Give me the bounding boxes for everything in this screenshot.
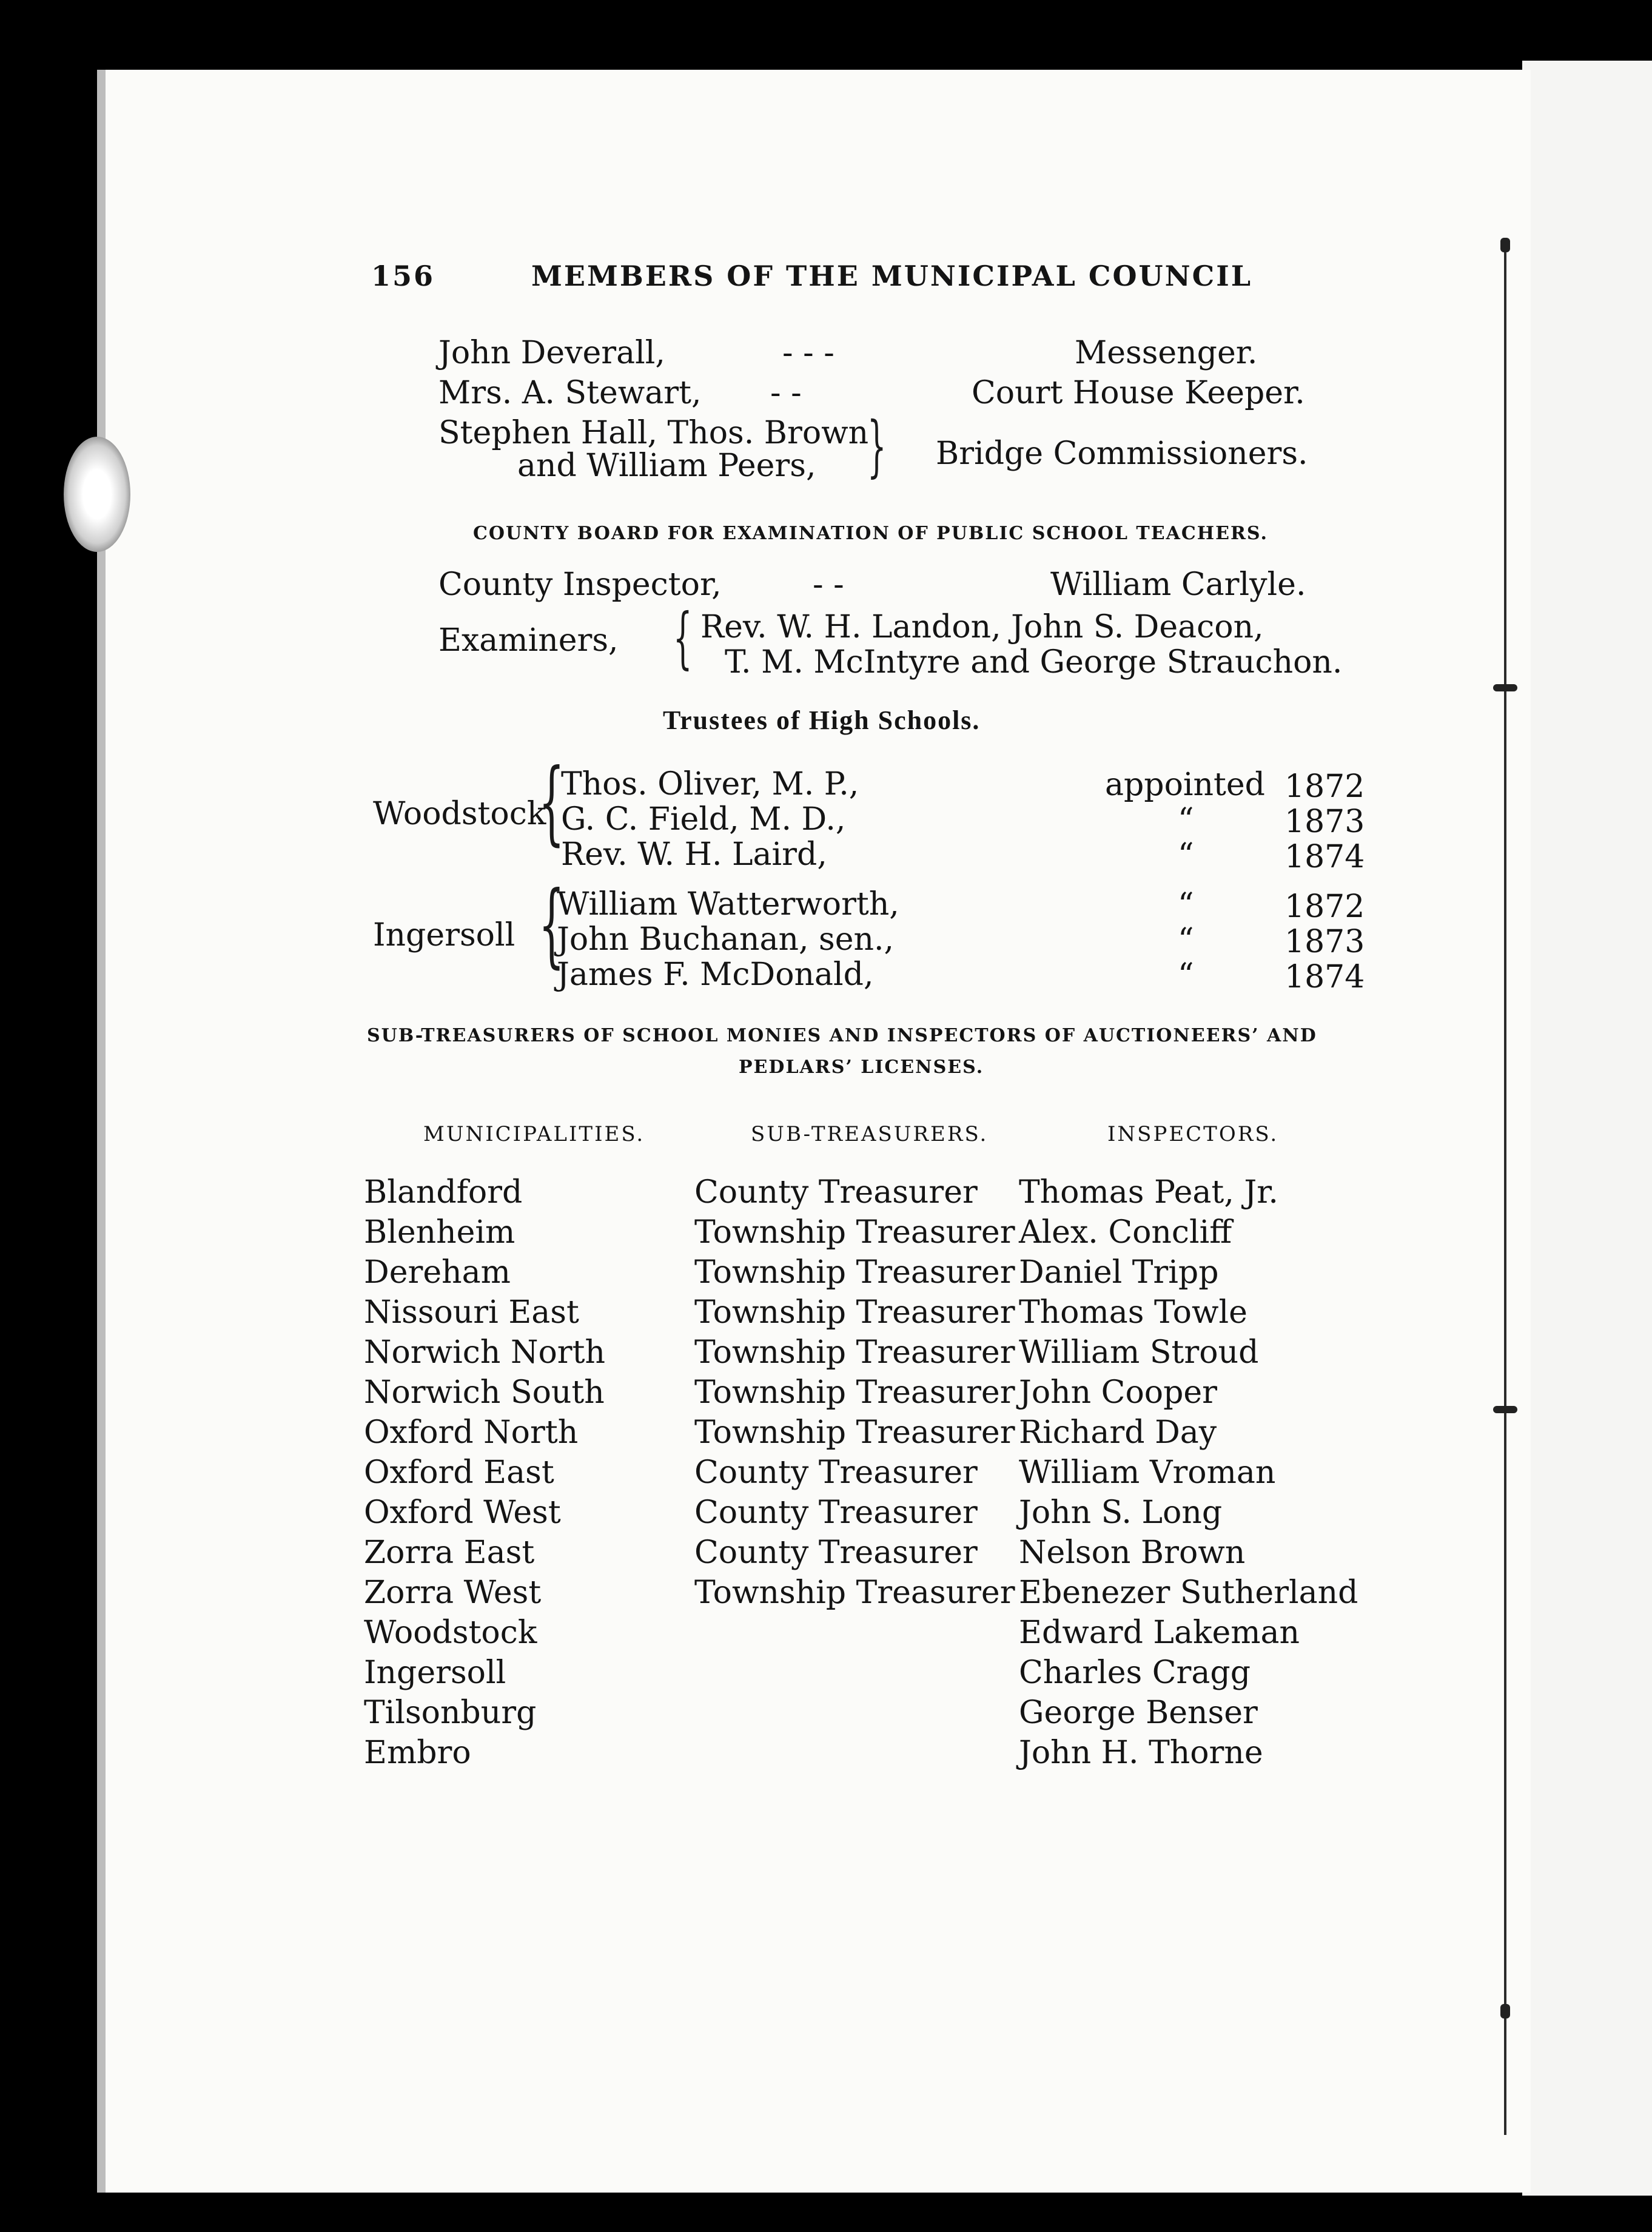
municipality-cell: Norwich South: [364, 1374, 605, 1411]
examiners-label: Examiners,: [438, 622, 619, 659]
section-heading: SUB-TREASURERS OF SCHOOL MONIES AND INSPECTORS OF AUCTIONEERS’ AND: [367, 1025, 1317, 1046]
municipality-cell: Embro: [364, 1735, 471, 1771]
trustee-name: Thos. Oliver, M. P.,: [561, 766, 859, 802]
inspector-cell: John Cooper: [1019, 1374, 1217, 1411]
table-row: [364, 1735, 1395, 1775]
table-row: [364, 1414, 1395, 1454]
table-row: [364, 1575, 1395, 1615]
treasurer-cell: Township Treasurer: [694, 1294, 1015, 1331]
trustees-heading: Trustees of High Schools.: [663, 705, 981, 735]
municipality-cell: Nissouri East: [364, 1294, 579, 1331]
inspector-cell: John H. Thorne: [1019, 1735, 1263, 1771]
inspector-name: William Carlyle.: [1050, 566, 1306, 603]
running-title: MEMBERS OF THE MUNICIPAL COUNCIL: [531, 260, 1253, 292]
inspector-cell: Nelson Brown: [1019, 1535, 1246, 1571]
table-row: [364, 1254, 1395, 1294]
inspector-cell: Ebenezer Sutherland: [1019, 1575, 1358, 1611]
treasurer-cell: Township Treasurer: [694, 1254, 1015, 1291]
trustee-names: [561, 767, 859, 872]
binding-mark: [1500, 238, 1510, 252]
appointment-years: [1284, 889, 1365, 995]
year: 1873: [1284, 924, 1365, 960]
trustee-name: Rev. W. H. Laird,: [561, 836, 827, 873]
treasurer-cell: County Treasurer: [694, 1174, 978, 1211]
table-row: [364, 1454, 1395, 1494]
inspector-cell: Richard Day: [1019, 1414, 1217, 1451]
municipality-cell: Blandford: [364, 1174, 523, 1211]
leader-dashes: - - -: [782, 335, 834, 371]
municipality-cell: Woodstock: [364, 1615, 537, 1651]
municipality-cell: Oxford North: [364, 1414, 579, 1451]
appointment-note: appointed: [1105, 767, 1265, 803]
inspector-cell: William Vroman: [1019, 1454, 1276, 1491]
trustee-name: William Watterworth,: [557, 886, 899, 923]
bridge-role: Bridge Commissioners.: [936, 435, 1308, 472]
inspector-cell: Thomas Towle: [1019, 1294, 1247, 1331]
appointment-years: [1284, 769, 1365, 875]
right-brace: }: [867, 407, 887, 485]
bridge-names-line1: Stephen Hall, Thos. Brown: [438, 415, 869, 451]
table-row: [364, 1374, 1395, 1414]
municipality-cell: Oxford East: [364, 1454, 554, 1491]
inspector-label: County Inspector,: [438, 566, 722, 603]
table-row: [364, 1535, 1395, 1575]
trustee-name: John Buchanan, sen.,: [557, 921, 895, 958]
binding-mark: [1493, 1406, 1517, 1413]
page-number: 156: [371, 260, 435, 292]
treasurer-cell: County Treasurer: [694, 1454, 978, 1491]
year: 1872: [1284, 768, 1365, 805]
inspector-cell: Thomas Peat, Jr.: [1019, 1174, 1278, 1211]
ditto-mark: “: [1178, 922, 1194, 958]
trustee-name: James F. McDonald,: [557, 956, 874, 993]
municipality-cell: Dereham: [364, 1254, 511, 1291]
treasurer-cell: Township Treasurer: [694, 1374, 1015, 1411]
inspector-cell: Charles Cragg: [1019, 1655, 1251, 1691]
gutter-rule: [1504, 243, 1506, 2135]
municipality-cell: Blenheim: [364, 1214, 515, 1251]
leader-dashes: - -: [813, 566, 844, 603]
bridge-names-line2: and William Peers,: [517, 448, 816, 484]
year: 1873: [1284, 804, 1365, 840]
table-row: [364, 1655, 1395, 1695]
inspector-cell: William Stroud: [1019, 1334, 1259, 1371]
treasurer-cell: Township Treasurer: [694, 1214, 1015, 1251]
column-header-inspectors: INSPECTORS.: [1107, 1122, 1279, 1146]
treasurer-cell: Township Treasurer: [694, 1575, 1015, 1611]
inspector-cell: John S. Long: [1019, 1494, 1223, 1531]
column-header-municipalities: MUNICIPALITIES.: [423, 1122, 645, 1146]
table-row: [364, 1174, 1395, 1214]
officer-role: Messenger.: [1075, 335, 1258, 371]
town-name: Ingersoll: [373, 917, 515, 953]
treasurer-cell: County Treasurer: [694, 1535, 978, 1571]
facing-page-edge: [1522, 61, 1652, 2196]
treasurer-cell: Township Treasurer: [694, 1414, 1015, 1451]
examiners-line2: T. M. McIntyre and George Strauchon.: [725, 644, 1343, 681]
town-name: Woodstock: [373, 796, 546, 832]
treasurer-cell: County Treasurer: [694, 1494, 978, 1531]
left-brace: {: [539, 872, 565, 978]
binding-mark: [1493, 684, 1517, 691]
paper-stain: [64, 437, 130, 552]
ditto-mark: “: [1178, 802, 1194, 838]
section-heading: COUNTY BOARD FOR EXAMINATION OF PUBLIC SCHOOL TEACHERS.: [473, 523, 1268, 544]
table-row: [364, 1494, 1395, 1535]
trustee-names: [557, 887, 899, 992]
inspector-cell: Edward Lakeman: [1019, 1615, 1300, 1651]
ditto-mark: “: [1178, 837, 1194, 873]
subtreasurers-table: [364, 1174, 1395, 1775]
year: 1872: [1284, 889, 1365, 925]
column-header-subtreasurers: SUB-TREASURERS.: [751, 1122, 989, 1146]
table-row: [364, 1695, 1395, 1735]
year: 1874: [1284, 959, 1365, 995]
section-heading-cont: PEDLARS’ LICENSES.: [739, 1057, 984, 1078]
municipality-cell: Zorra East: [364, 1535, 535, 1571]
municipality-cell: Ingersoll: [364, 1655, 506, 1691]
binding-mark: [1500, 2004, 1510, 2019]
ditto-mark: “: [1178, 957, 1194, 993]
left-brace: {: [673, 599, 693, 676]
year: 1874: [1284, 839, 1365, 875]
examiners-line1: Rev. W. H. Landon, John S. Deacon,: [700, 609, 1264, 645]
leader-dashes: - -: [770, 375, 802, 411]
inspector-cell: George Benser: [1019, 1695, 1258, 1731]
officer-role: Court House Keeper.: [972, 375, 1305, 411]
trustee-name: G. C. Field, M. D.,: [561, 801, 846, 838]
left-brace: {: [539, 750, 565, 855]
ditto-mark: “: [1178, 887, 1194, 923]
table-row: [364, 1294, 1395, 1334]
table-row: [364, 1334, 1395, 1374]
officer-name: Mrs. A. Stewart,: [438, 375, 702, 411]
municipality-cell: Tilsonburg: [364, 1695, 537, 1731]
inspector-cell: Daniel Tripp: [1019, 1254, 1219, 1291]
treasurer-cell: Township Treasurer: [694, 1334, 1015, 1371]
municipality-cell: Zorra West: [364, 1575, 542, 1611]
table-row: [364, 1615, 1395, 1655]
table-row: [364, 1214, 1395, 1254]
inspector-cell: Alex. Concliff: [1019, 1214, 1232, 1251]
officer-name: John Deverall,: [438, 335, 665, 371]
municipality-cell: Oxford West: [364, 1494, 561, 1531]
municipality-cell: Norwich North: [364, 1334, 605, 1371]
